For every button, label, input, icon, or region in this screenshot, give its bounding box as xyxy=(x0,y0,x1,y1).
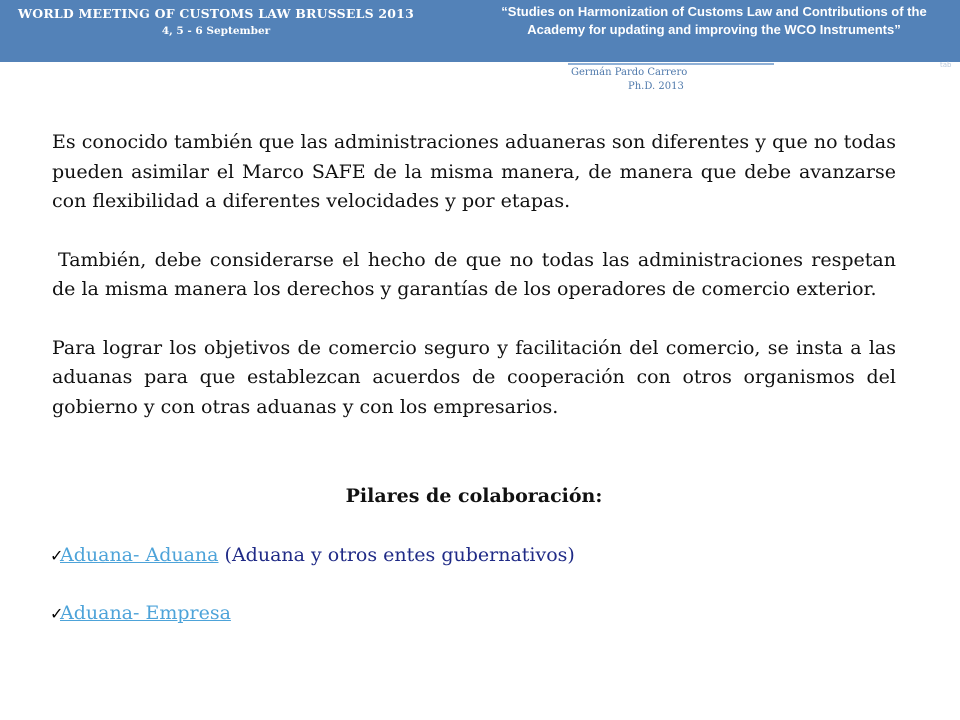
link-aduana-empresa[interactable]: Aduana- Empresa xyxy=(60,602,231,624)
spacer xyxy=(52,305,896,334)
spacer xyxy=(52,217,896,246)
checkmark-icon: ✓ xyxy=(50,545,64,565)
open-quote: “ xyxy=(501,4,508,19)
spacer xyxy=(52,570,896,599)
meeting-dates: 4, 5 - 6 September xyxy=(161,25,271,37)
author-rule xyxy=(568,63,774,65)
pillar-item-aduana-aduana xyxy=(50,541,894,571)
close-quote: ” xyxy=(894,22,901,37)
spacer xyxy=(52,422,896,482)
link-aduana-aduana[interactable]: Aduana- Aduana xyxy=(60,543,219,566)
meeting-title: WORLD MEETING OF CUSTOMS LAW BRUSSELS 2013 xyxy=(18,6,414,21)
study-title xyxy=(472,3,956,39)
study-title-text: Studies on Harmonization of Customs Law and Contributions of the Academy for updating and improving the WCO Instruments xyxy=(507,4,927,37)
author-degree: Ph.D. 2013 xyxy=(628,81,684,92)
corner-mark: tab xyxy=(940,61,952,69)
spacer xyxy=(52,512,896,541)
pillar-item-aduana-empresa xyxy=(50,599,894,629)
paragraph-2: También, debe considerarse el hecho de que no todas las administraciones respetan de la misma manera los derechos y garantías de los operadores de comercio exterior. xyxy=(52,248,896,300)
paragraph-1: Es conocido también que las administraciones aduaneras son diferentes y que no todas pueden asimilar el Marco SAFE de la misma manera, de manera que debe avanzarse con flexibilidad a diferentes velocidades y por etapas. xyxy=(52,131,896,212)
author-name: Germán Pardo Carrero xyxy=(571,67,688,78)
pillar-item-description: (Aduana y otros entes gubernativos) xyxy=(218,543,575,566)
pillars-heading: Pilares de colaboración: xyxy=(345,485,603,507)
slide-content xyxy=(52,128,896,629)
paragraph-3: Para lograr los objetivos de comercio seguro y facilitación del comercio, se insta a las aduanas para que establezcan acuerdos de cooperación con otros organismos del gobierno y con otras aduanas y con los empresarios. xyxy=(52,336,896,418)
checkmark-icon: ✓ xyxy=(50,604,64,623)
